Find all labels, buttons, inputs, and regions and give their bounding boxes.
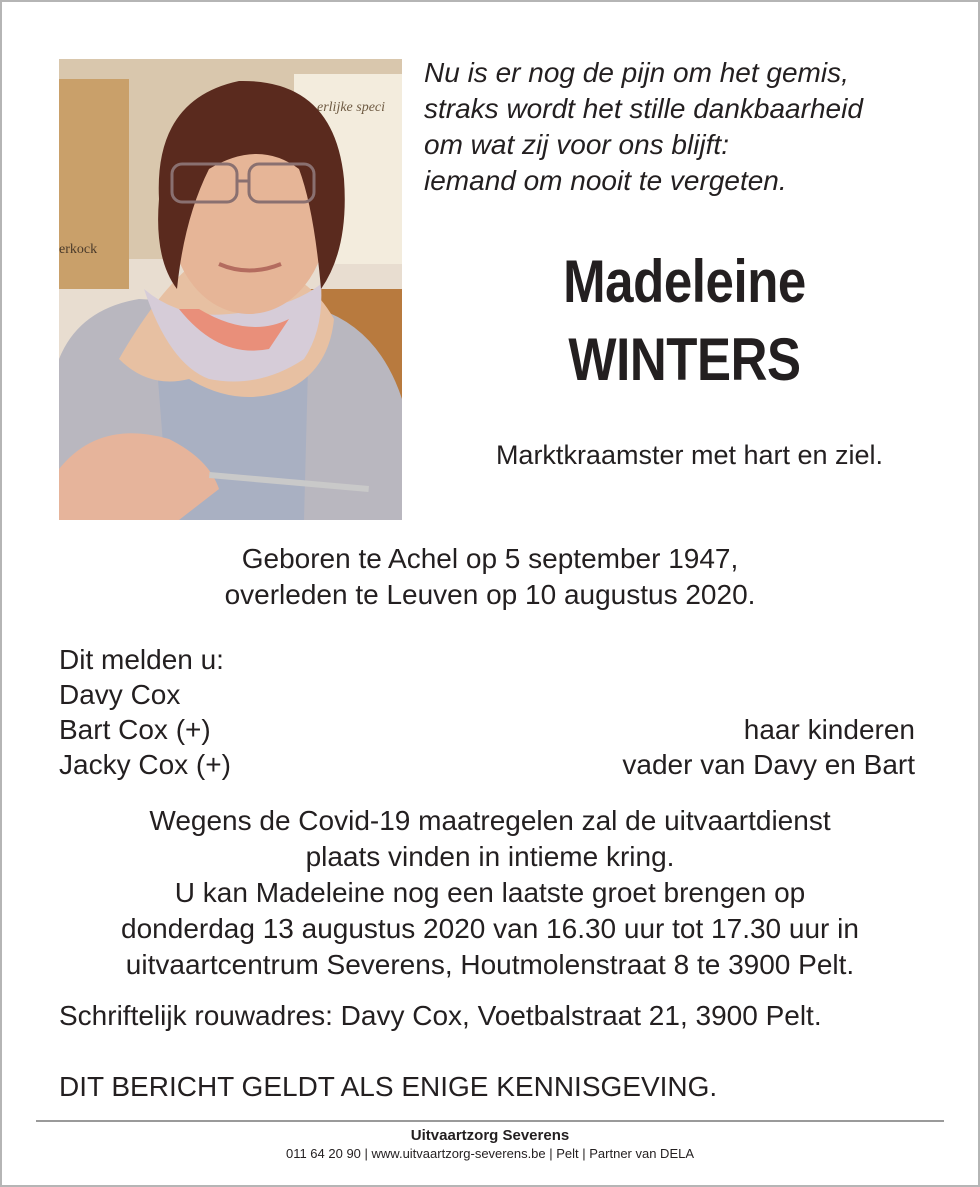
deceased-last-name: WINTERS	[568, 326, 801, 393]
poem-line: straks wordt het stille dankbaarheid	[424, 93, 863, 124]
service-info-line: U kan Madeleine nog een laatste groet brengen op	[174, 877, 806, 908]
backdrop-sign-text: erlijke speci	[317, 100, 386, 115]
service-info-line: Wegens de Covid-19 maatregelen zal de uitvaartdienst	[149, 805, 831, 836]
family-announcement	[59, 642, 915, 782]
service-info-line: plaats vinden in intieme kring.	[305, 841, 675, 872]
family-member-relation: haar kinderen	[743, 714, 915, 745]
funeral-company-name: Uitvaartzorg Severens	[410, 1127, 570, 1144]
family-member-name: Davy Cox	[59, 679, 181, 710]
portrait-illustration	[59, 59, 402, 520]
memorial-poem	[424, 55, 944, 199]
deceased-first-name: Madeleine	[563, 248, 806, 315]
backdrop-sign-text-left: erkock	[59, 242, 98, 257]
portrait-photo	[59, 59, 402, 520]
family-member-name: Jacky Cox (+)	[59, 749, 231, 780]
life-dates	[0, 541, 980, 613]
announcement-intro: Dit melden u:	[59, 644, 224, 675]
deceased-tagline: Marktkraamster met hart en ziel.	[495, 440, 884, 470]
announcement-intro-row	[59, 642, 915, 677]
family-member-row	[59, 747, 915, 782]
poem-line: iemand om nooit te vergeten.	[424, 165, 787, 196]
family-member-relation: vader van Davy en Bart	[622, 749, 915, 780]
family-member-row	[59, 712, 915, 747]
birth-date-line: Geboren te Achel op 5 september 1947,	[241, 543, 739, 574]
poem-line: Nu is er nog de pijn om het gemis,	[424, 57, 849, 88]
family-member-name: Bart Cox (+)	[59, 714, 211, 745]
funeral-company-contact: 011 64 20 90 | www.uitvaartzorg-severens.be | Pelt | Partner van DELA	[285, 1146, 695, 1161]
poem-line: om wat zij voor ons blijft:	[424, 129, 729, 160]
service-info-line: uitvaartcentrum Severens, Houtmolenstraat 8 te 3900 Pelt.	[125, 949, 855, 980]
death-date-line: overleden te Leuven op 10 augustus 2020.	[224, 579, 756, 610]
official-notice: DIT BERICHT GELDT ALS ENIGE KENNISGEVING.	[59, 1071, 718, 1102]
mourning-address: Schriftelijk rouwadres: Davy Cox, Voetbalstraat 21, 3900 Pelt.	[59, 1000, 822, 1031]
service-info-line: donderdag 13 augustus 2020 van 16.30 uur tot 17.30 uur in	[121, 913, 859, 944]
footer-divider	[36, 1120, 944, 1122]
family-member-row	[59, 677, 915, 712]
covid-service-info	[0, 803, 980, 983]
